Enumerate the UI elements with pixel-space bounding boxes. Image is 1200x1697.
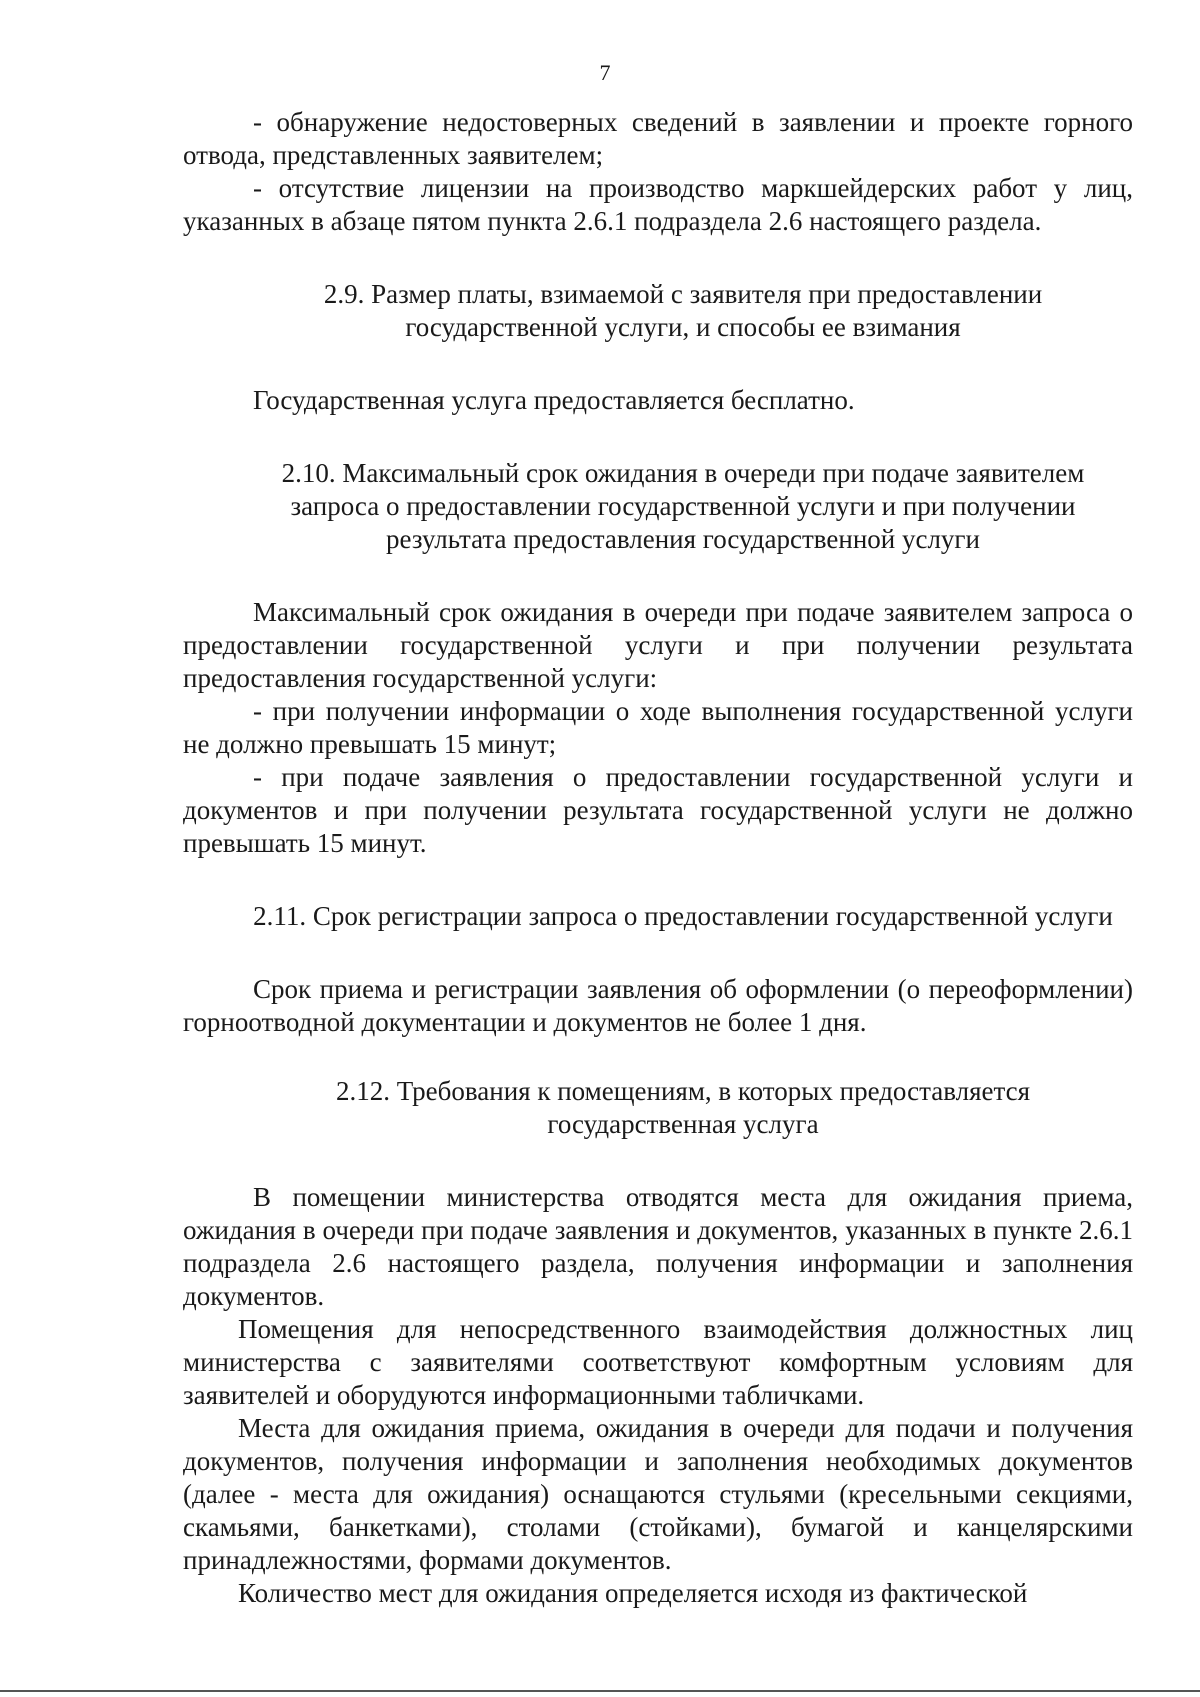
paragraph: - обнаружение недостоверных сведений в заявлении и проекте горного отвода, представленных заявителем; bbox=[183, 107, 1133, 170]
section-heading-2-10: 2.10. Максимальный срок ожидания в очереди при подаче заявителем запроса о предоставлении государственной услуги и при получении результата предоставления государственной услуги bbox=[281, 458, 1085, 554]
paragraph: - при подаче заявления о предоставлении государственной услуги и документов и при получении результата государственной услуги не должно превышать 15 минут. bbox=[183, 762, 1133, 858]
paragraph: В помещении министерства отводятся места для ожидания приема, ожидания в очереди при подаче заявления и документов, указанных в пункте 2.6.1 подраздела 2.6 настоящего раздела, получения информации и заполнения документов. bbox=[183, 1182, 1133, 1311]
paragraph: Количество мест для ожидания определяется исходя из фактической bbox=[238, 1578, 1028, 1608]
bottom-edge-line bbox=[0, 1690, 1200, 1692]
paragraph: - отсутствие лицензии на производство маркшейдерских работ у лиц, указанных в абзаце пятом пункта 2.6.1 подраздела 2.6 настоящего раздела. bbox=[183, 173, 1133, 236]
section-heading-2-12: 2.12. Требования к помещениям, в которых предоставляется государственная услуга bbox=[335, 1076, 1031, 1139]
section-heading-2-11: 2.11. Срок регистрации запроса о предоставлении государственной услуги bbox=[253, 901, 1113, 931]
paragraph: Помещения для непосредственного взаимодействия должностных лиц министерства с заявителями соответствуют комфортным условиям для заявителей и оборудуются информационными табличками. bbox=[183, 1314, 1133, 1410]
page-number: 7 bbox=[599, 60, 611, 85]
paragraph: Срок приема и регистрации заявления об оформлении (о переоформлении) горноотводной документации и документов не более 1 дня. bbox=[183, 974, 1133, 1037]
paragraph: Места для ожидания приема, ожидания в очереди для подачи и получения документов, получения информации и заполнения необходимых документов (далее - места для ожидания) оснащаются стульями (кресельными секциями, скамьями, банкетками), столами (стойками), бумагой и канцелярскими принадлежностями, формами документов. bbox=[183, 1413, 1133, 1575]
section-heading-2-9: 2.9. Размер платы, взимаемой с заявителя при предоставлении государственной услуги, и способы ее взимания bbox=[323, 279, 1043, 342]
document-body bbox=[183, 106, 1133, 1610]
paragraph: Максимальный срок ожидания в очереди при подаче заявителем запроса о предоставлении государственной услуги и при получении результата предоставления государственной услуги: bbox=[183, 597, 1133, 693]
paragraph: Государственная услуга предоставляется бесплатно. bbox=[253, 385, 855, 415]
paragraph: - при получении информации о ходе выполнения государственной услуги не должно превышать 15 минут; bbox=[183, 696, 1133, 759]
